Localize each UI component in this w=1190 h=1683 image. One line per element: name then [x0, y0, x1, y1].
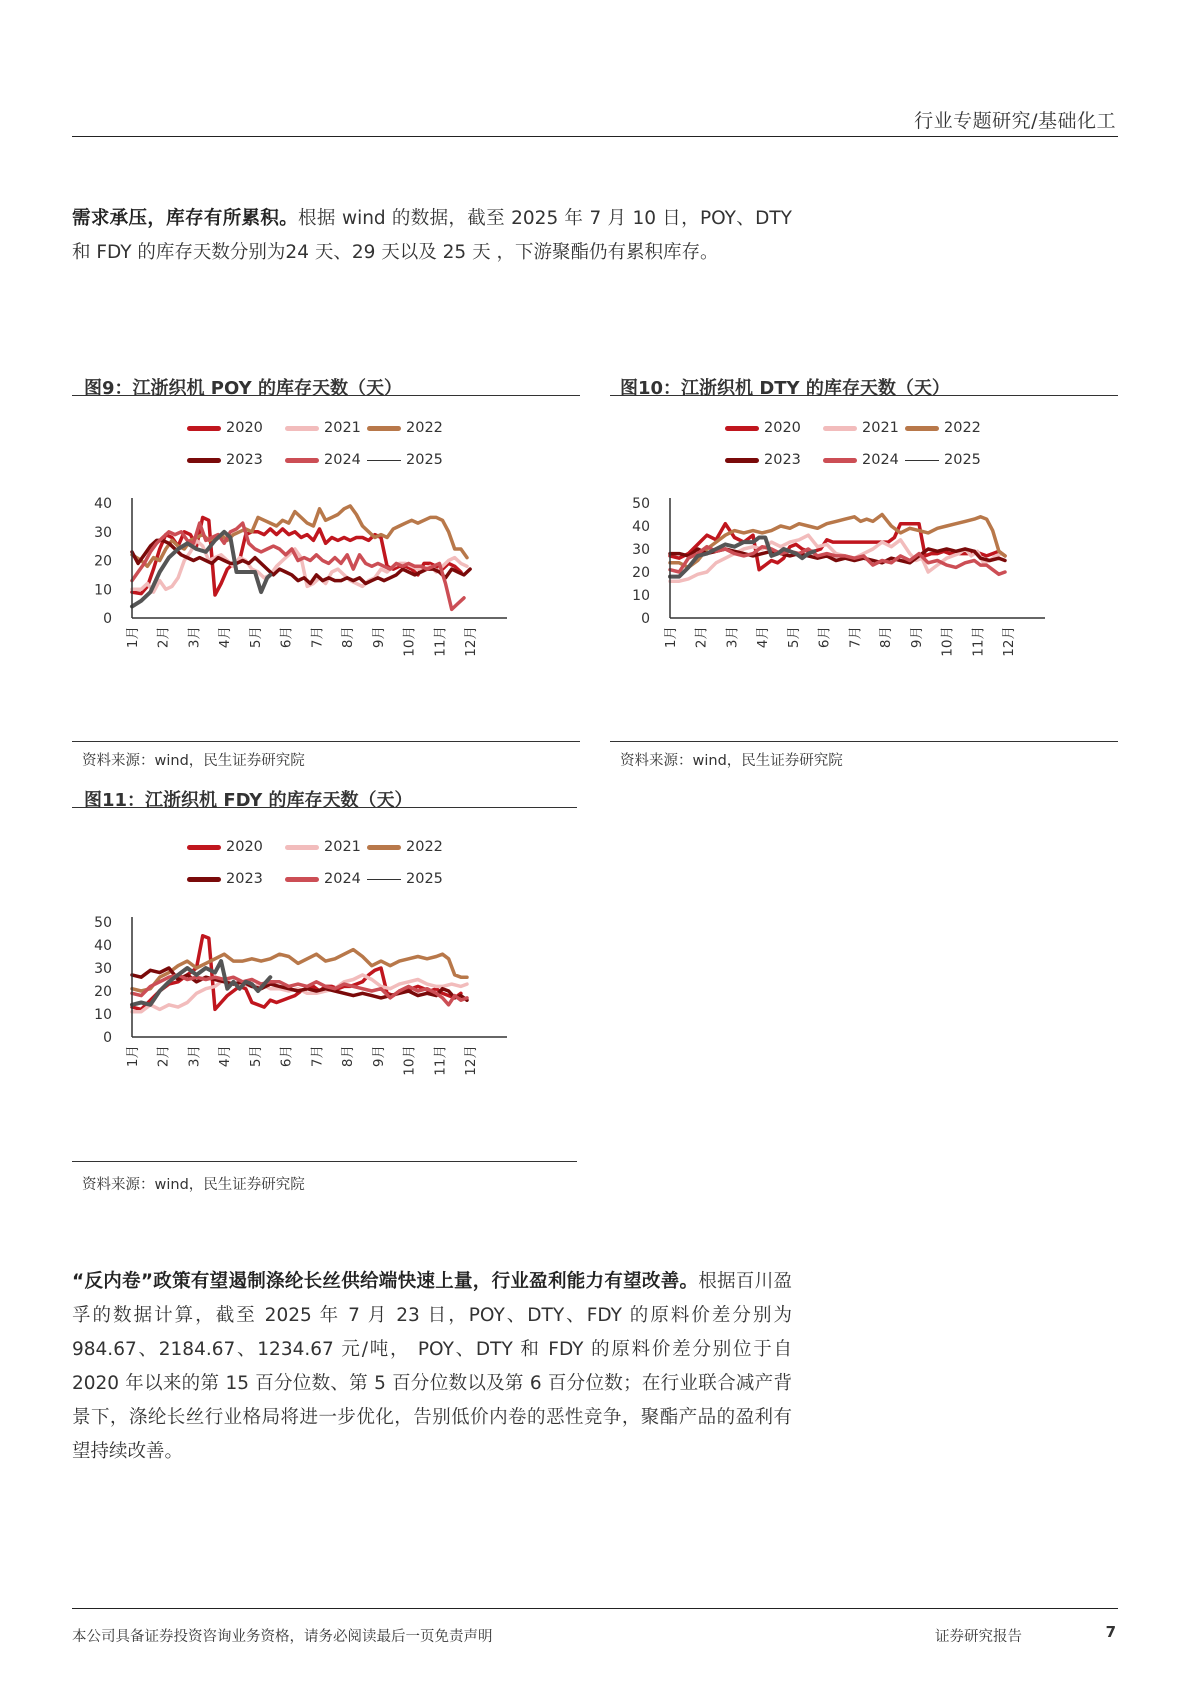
anti-involution-lead: “反内卷”政策有望遏制涤纶长丝供给端快速上量，行业盈利能力有望改善。 — [72, 1271, 699, 1292]
legend-swatch-2022 — [367, 426, 401, 431]
x-tick-label: 3月 — [186, 626, 203, 649]
legend-item-2022 — [367, 839, 443, 855]
legend-swatch-2023 — [187, 458, 221, 463]
x-tick-label: 9月 — [370, 1045, 387, 1068]
x-tick-label: 4月 — [755, 626, 772, 649]
legend-swatch-2025 — [905, 460, 939, 461]
footer-report-type: 证券研究报告 — [935, 1629, 1022, 1645]
legend-swatch-2022 — [905, 426, 939, 431]
legend-swatch-2024 — [823, 458, 857, 463]
legend-swatch-2022 — [367, 845, 401, 850]
figure-9-source: 资料来源：wind，民生证券研究院 — [82, 753, 305, 769]
legend-item-2025 — [905, 452, 981, 468]
figure-10-bottom-rule — [610, 741, 1118, 742]
legend-item-2021 — [285, 420, 361, 436]
legend-item-2020 — [187, 420, 263, 436]
inventory-text: 根据 wind 的数据，截至 2025 年 7 月 10 日，POY、DTY 和 FDY 的库存天数分别为24 天、29 天以及 25 天 ，下游聚酯仍有累积库存。 — [72, 208, 792, 263]
legend-label-2025: 2025 — [406, 871, 443, 887]
report-header-title: 行业专题研究/基础化工 — [914, 110, 1116, 132]
figure-11-bottom-rule — [72, 1161, 577, 1162]
figure-9-top-rule — [72, 395, 580, 396]
anti-involution-paragraph — [72, 1265, 792, 1469]
anti-involution-text: 根据百川盈孚的数据计算，截至 2025 年 7 月 23 日，POY、DTY、FDY 的原料价差分别为 984.67、2184.67、1234.67 元/吨， POY、DTY 和 FDY 的原料价差分别位于自 2020 年以来的第 15 百分位数、第 5 百分位数以及第 6 百分位数；在行业联合减产背景下，涤纶长丝行业格局将进一步优化，告别低价内卷的恶性竞争，聚酯产品的盈利有望持续改善。 — [72, 1271, 792, 1462]
legend-label-2024: 2024 — [324, 452, 361, 468]
legend-swatch-2024 — [285, 458, 319, 463]
footer-disclaimer: 本公司具备证券投资咨询业务资格，请务必阅读最后一页免责声明 — [72, 1629, 493, 1645]
legend-label-2025: 2025 — [944, 452, 981, 468]
legend-label-2023: 2023 — [764, 452, 801, 468]
figure-10-title: 图10：江浙织机 DTY 的库存天数（天） — [620, 378, 950, 399]
legend-label-2020: 2020 — [226, 839, 263, 855]
x-tick-label: 1月 — [125, 626, 141, 649]
x-tick-label: 1月 — [663, 626, 679, 649]
x-tick-label: 8月 — [340, 626, 357, 649]
legend-item-2020 — [187, 839, 263, 855]
y-tick-label: 40 — [94, 496, 112, 512]
legend-swatch-2021 — [285, 845, 319, 850]
figure-11-title: 图11：江浙织机 FDY 的库存天数（天） — [84, 790, 413, 811]
figure-11-source: 资料来源：wind，民生证券研究院 — [82, 1177, 305, 1193]
x-tick-label: 3月 — [186, 1045, 203, 1068]
x-tick-label: 6月 — [278, 626, 295, 649]
legend-swatch-2023 — [725, 458, 759, 463]
x-tick-label: 10月 — [939, 626, 956, 657]
x-tick-label: 10月 — [401, 626, 418, 657]
legend-label-2022: 2022 — [406, 420, 443, 436]
legend-item-2023 — [187, 452, 263, 468]
x-tick-label: 8月 — [878, 626, 895, 649]
legend-label-2022: 2022 — [944, 420, 981, 436]
x-tick-label: 6月 — [278, 1045, 295, 1068]
x-tick-label: 12月 — [463, 1045, 480, 1076]
inventory-paragraph — [72, 202, 792, 270]
figure-9-bottom-rule — [72, 741, 580, 742]
x-tick-label: 5月 — [247, 626, 264, 649]
x-tick-label: 12月 — [1001, 626, 1018, 657]
page-number: 7 — [1105, 1623, 1116, 1641]
x-tick-label: 8月 — [340, 1045, 357, 1068]
x-tick-label: 4月 — [217, 1045, 234, 1068]
legend-item-2024 — [285, 452, 361, 468]
legend-swatch-2025 — [367, 460, 401, 461]
y-tick-label: 20 — [94, 984, 112, 1000]
x-tick-label: 10月 — [401, 1045, 418, 1076]
legend-label-2021: 2021 — [324, 839, 361, 855]
legend-item-2023 — [725, 452, 801, 468]
x-tick-label: 1月 — [125, 1045, 141, 1068]
legend-label-2021: 2021 — [324, 420, 361, 436]
x-tick-label: 9月 — [908, 626, 925, 649]
y-tick-label: 0 — [103, 611, 112, 627]
legend-item-2025 — [367, 452, 443, 468]
legend-label-2020: 2020 — [764, 420, 801, 436]
legend-label-2023: 2023 — [226, 452, 263, 468]
y-tick-label: 50 — [632, 496, 650, 512]
legend-label-2021: 2021 — [862, 420, 899, 436]
header-rule — [72, 136, 1118, 137]
y-tick-label: 0 — [641, 611, 650, 627]
y-tick-label: 20 — [94, 553, 112, 570]
x-tick-label: 9月 — [370, 626, 387, 649]
legend-label-2025: 2025 — [406, 452, 443, 468]
legend-swatch-2024 — [285, 877, 319, 882]
legend-item-2021 — [823, 420, 899, 436]
x-tick-label: 11月 — [970, 626, 987, 657]
legend-label-2024: 2024 — [862, 452, 899, 468]
y-tick-label: 40 — [632, 519, 650, 535]
legend-label-2023: 2023 — [226, 871, 263, 887]
legend-item-2020 — [725, 420, 801, 436]
y-tick-label: 40 — [94, 938, 112, 954]
legend-swatch-2020 — [187, 845, 221, 850]
legend-label-2024: 2024 — [324, 871, 361, 887]
legend-item-2024 — [285, 871, 361, 887]
fdy-inventory-chart — [72, 834, 577, 1154]
legend-swatch-2021 — [823, 426, 857, 431]
x-tick-label: 7月 — [309, 626, 326, 649]
x-tick-label: 2月 — [155, 626, 172, 649]
legend-item-2024 — [823, 452, 899, 468]
x-tick-label: 5月 — [785, 626, 802, 649]
legend-swatch-2020 — [187, 426, 221, 431]
y-tick-label: 10 — [94, 1007, 112, 1023]
legend-item-2022 — [905, 420, 981, 436]
figure-10-source: 资料来源：wind，民生证券研究院 — [620, 753, 843, 769]
figure-10-top-rule — [610, 395, 1118, 396]
y-tick-label: 0 — [103, 1030, 112, 1046]
y-tick-label: 30 — [94, 524, 112, 541]
legend-item-2021 — [285, 839, 361, 855]
legend-item-2022 — [367, 420, 443, 436]
legend-swatch-2021 — [285, 426, 319, 431]
x-tick-label: 11月 — [432, 1045, 449, 1076]
poy-inventory-chart — [72, 415, 580, 735]
x-tick-label: 4月 — [217, 626, 234, 649]
legend-label-2020: 2020 — [226, 420, 263, 436]
legend-item-2025 — [367, 871, 443, 887]
x-tick-label: 5月 — [247, 1045, 264, 1068]
y-tick-label: 10 — [632, 588, 650, 604]
x-tick-label: 2月 — [693, 626, 710, 649]
x-tick-label: 6月 — [816, 626, 833, 649]
x-tick-label: 7月 — [309, 1045, 326, 1068]
x-tick-label: 3月 — [724, 626, 741, 649]
y-tick-label: 30 — [632, 542, 650, 558]
dty-inventory-chart — [610, 415, 1118, 735]
footer-rule — [72, 1608, 1118, 1609]
x-tick-label: 11月 — [432, 626, 449, 657]
y-tick-label: 30 — [94, 961, 112, 977]
legend-label-2022: 2022 — [406, 839, 443, 855]
y-tick-label: 20 — [632, 565, 650, 581]
legend-swatch-2020 — [725, 426, 759, 431]
legend-item-2023 — [187, 871, 263, 887]
x-tick-label: 2月 — [155, 1045, 172, 1068]
y-tick-label: 50 — [94, 915, 112, 931]
legend-swatch-2023 — [187, 877, 221, 882]
x-tick-label: 12月 — [463, 626, 480, 657]
y-tick-label: 10 — [94, 582, 112, 599]
inventory-lead: 需求承压，库存有所累积。 — [72, 208, 299, 229]
figure-9-title: 图9：江浙织机 POY 的库存天数（天） — [84, 378, 402, 399]
figure-11-top-rule — [72, 807, 577, 808]
x-tick-label: 7月 — [847, 626, 864, 649]
legend-swatch-2025 — [367, 879, 401, 880]
